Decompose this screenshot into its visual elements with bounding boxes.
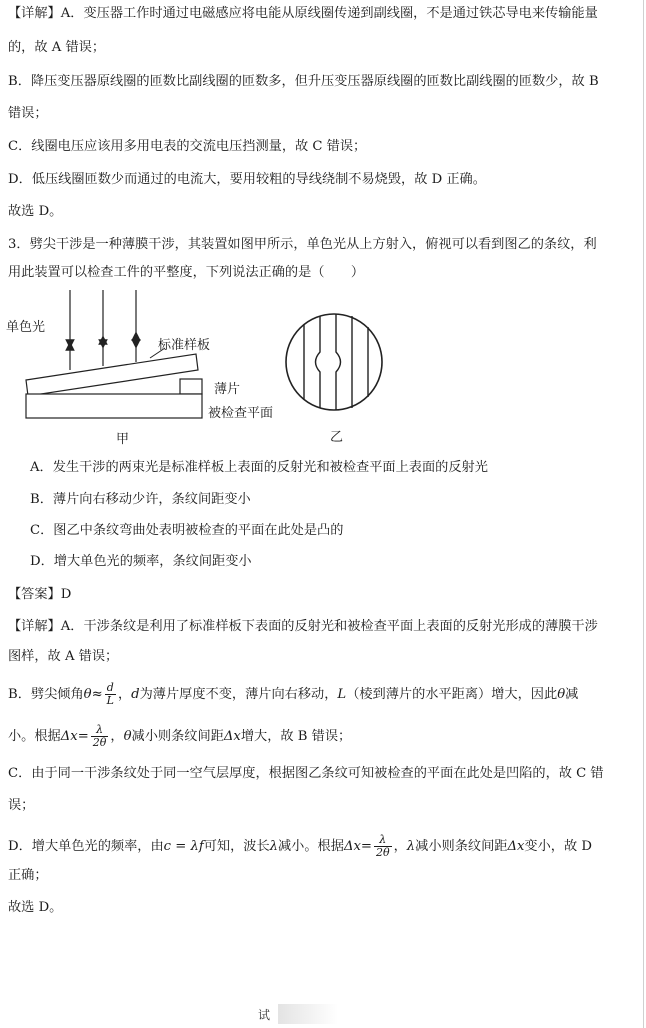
text-line xyxy=(8,38,636,58)
symbol-lambda: λ xyxy=(406,839,416,854)
label-monochromatic-light: 单色光 xyxy=(6,320,46,335)
text: B．劈尖倾角 xyxy=(8,687,84,702)
numerator: d xyxy=(105,682,116,695)
inspected-flat xyxy=(26,394,202,418)
page-edge xyxy=(643,0,644,1028)
symbol-theta: θ xyxy=(83,687,92,702)
symbol-theta: θ xyxy=(557,687,566,702)
text: C．线圈电压应该用多用电表的交流电压挡测量，故 C 错误； xyxy=(8,139,367,154)
text-line xyxy=(8,104,636,124)
text: 小。根据 xyxy=(8,729,61,744)
explanation-line xyxy=(8,617,636,637)
text: 故选 D。 xyxy=(8,204,63,219)
formula-c-lambda-f: c = λf xyxy=(163,839,204,854)
text: 故选 D。 xyxy=(8,900,63,915)
text: 【详解】A．变压器工作时通过电磁感应将电能从原线圈传递到副线圈，不是通过铁芯导电来传输能量 xyxy=(8,6,598,21)
answer xyxy=(8,585,636,605)
text: = xyxy=(360,839,372,854)
label-figure-b: 乙 xyxy=(330,430,344,445)
text: C．图乙中条纹弯曲处表明被检查的平面在此处是凸的 xyxy=(30,523,344,538)
text: （棱到薄片的水平距离）增大，因此 xyxy=(346,687,558,702)
text: 用此装置可以检查工件的平整度，下列说法正确的是（ ） xyxy=(8,265,365,280)
label-figure-a: 甲 xyxy=(116,432,130,447)
symbol-delta-x: Δx xyxy=(343,839,361,854)
text: 增大，故 B 错误； xyxy=(240,729,352,744)
fraction-lambda-over-2theta xyxy=(374,834,392,859)
text: ， xyxy=(110,729,124,744)
text: C．由于同一干涉条纹处于同一空气层厚度，根据图乙条纹可知被检查的平面在此处是凹陷的，故 C 错 xyxy=(8,766,604,781)
symbol-theta: θ xyxy=(123,729,132,744)
fraction-d-over-l xyxy=(105,682,116,707)
explanation-line xyxy=(8,898,636,918)
fraction-lambda-over-2theta xyxy=(91,724,109,749)
text: B．降压变压器原线圈的匝数比副线圈的匝数多，但升压变压器原线圈的匝数比副线圈的匝数少，故 B xyxy=(8,74,599,89)
wedge-interference-figure xyxy=(0,282,420,452)
text: 为薄片厚度不变，薄片向右移动， xyxy=(139,687,338,702)
denominator: L xyxy=(106,694,114,707)
figure-svg xyxy=(0,282,420,452)
option-b xyxy=(30,490,646,510)
text: 减小。根据 xyxy=(278,839,344,854)
text: ， xyxy=(393,839,407,854)
question-stem xyxy=(8,263,636,283)
text: D．低压线圈匝数少而通过的电流大，要用较粗的导线绕制不易烧毁，故 D 正确。 xyxy=(8,172,486,187)
option-c xyxy=(30,521,646,541)
explanation-line xyxy=(8,866,636,886)
symbol-l: L xyxy=(337,687,347,702)
denominator: 2θ xyxy=(92,736,107,749)
text: = xyxy=(77,729,89,744)
numerator: λ xyxy=(91,724,109,737)
text: 的，故 A 错误； xyxy=(8,40,106,55)
text: 正确； xyxy=(8,868,48,883)
text: ≈ xyxy=(91,687,103,702)
text: D．增大单色光的频率，由 xyxy=(8,839,164,854)
explanation-line xyxy=(8,724,636,749)
text: 图样，故 A 错误； xyxy=(8,649,119,664)
option-d xyxy=(30,552,646,572)
text: ， xyxy=(117,687,132,702)
explanation-line xyxy=(8,764,636,784)
text: 误； xyxy=(8,798,35,813)
footer-fade xyxy=(278,1004,338,1024)
option-a xyxy=(30,458,646,478)
text: 【答案】D xyxy=(8,587,72,602)
symbol-delta-x: Δx xyxy=(223,729,241,744)
text: 错误； xyxy=(8,106,48,121)
text: 可知，波长 xyxy=(203,839,270,854)
explanation-line xyxy=(8,796,636,816)
label-thin-sheet: 薄片 xyxy=(214,382,241,397)
text-line xyxy=(8,137,636,157)
symbol-delta-x: Δx xyxy=(507,839,525,854)
text-line xyxy=(8,4,636,24)
explanation-line xyxy=(8,647,636,667)
symbol-delta-x: Δx xyxy=(60,729,78,744)
text: 减小则条纹间距 xyxy=(415,839,508,854)
text-line xyxy=(8,72,636,92)
text: 变小，故 D xyxy=(524,839,592,854)
text: 减 xyxy=(565,687,579,702)
denominator: 2θ xyxy=(375,846,390,859)
question-stem xyxy=(8,235,636,255)
text: B．薄片向右移动少许，条纹间距变小 xyxy=(30,492,251,507)
symbol-d: d xyxy=(131,687,140,702)
text: A．发生干涉的两束光是标准样板上表面的反射光和被检查平面上表面的反射光 xyxy=(30,460,488,475)
text-line xyxy=(8,202,636,222)
explanation-line xyxy=(8,682,636,707)
standard-plate xyxy=(26,354,198,396)
text: 减小则条纹间距 xyxy=(131,729,224,744)
text: 【详解】A．干涉条纹是利用了标准样板下表面的反射光和被检查平面上表面的反射光形成的薄膜干涉 xyxy=(8,619,598,634)
label-standard-plate: 标准样板 xyxy=(158,338,211,353)
text-line xyxy=(8,170,636,190)
symbol-lambda: λ xyxy=(269,839,278,854)
thin-sheet xyxy=(180,379,202,394)
label-inspected-surface: 被检查平面 xyxy=(208,406,274,421)
text: D．增大单色光的频率，条纹间距变小 xyxy=(30,554,252,569)
text: 3．劈尖干涉是一种薄膜干涉，其装置如图甲所示，单色光从上方射入，俯视可以看到图乙的条纹，利 xyxy=(8,237,597,252)
explanation-line xyxy=(8,834,636,859)
numerator: λ xyxy=(374,834,392,847)
page-footer: 试 xyxy=(258,1008,271,1022)
